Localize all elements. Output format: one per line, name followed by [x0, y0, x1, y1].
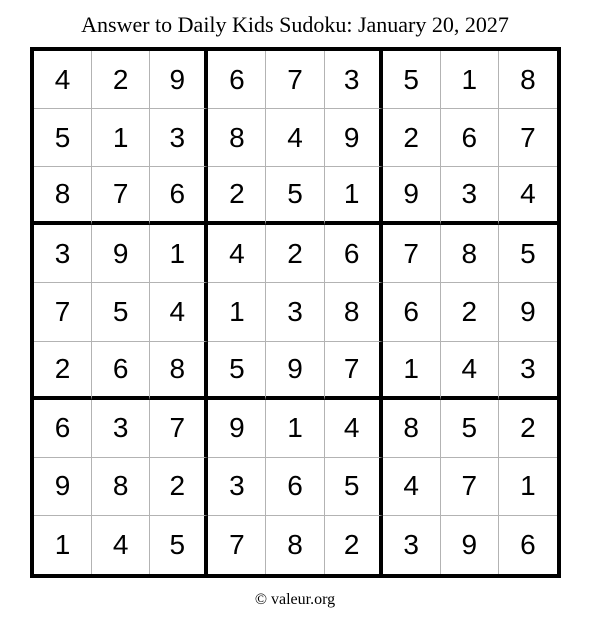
- sudoku-cell-r7-c6: 4: [325, 400, 383, 458]
- sudoku-cell-r5-c1: 7: [34, 283, 92, 341]
- sudoku-board: [30, 47, 561, 578]
- sudoku-cell-r2-c8: 6: [441, 109, 499, 167]
- sudoku-cell-r4-c1: 3: [34, 225, 92, 283]
- sudoku-cell-r3-c7: 9: [383, 167, 441, 225]
- sudoku-cell-r7-c1: 6: [34, 400, 92, 458]
- sudoku-cell-r1-c7: 5: [383, 51, 441, 109]
- sudoku-cell-r4-c2: 9: [92, 225, 150, 283]
- sudoku-cell-r9-c3: 5: [150, 516, 208, 574]
- sudoku-cell-r1-c1: 4: [34, 51, 92, 109]
- sudoku-cell-r8-c1: 9: [34, 458, 92, 516]
- sudoku-cell-r8-c3: 2: [150, 458, 208, 516]
- sudoku-cell-r3-c2: 7: [92, 167, 150, 225]
- sudoku-cell-r8-c4: 3: [208, 458, 266, 516]
- puzzle-title: Answer to Daily Kids Sudoku: January 20, 2027: [81, 12, 509, 37]
- sudoku-cell-r7-c9: 2: [499, 400, 557, 458]
- sudoku-cell-r2-c5: 4: [266, 109, 324, 167]
- sudoku-cell-r3-c4: 2: [208, 167, 266, 225]
- copyright-notice: © valeur.org: [254, 591, 336, 608]
- sudoku-cell-r2-c1: 5: [34, 109, 92, 167]
- sudoku-cell-r1-c2: 2: [92, 51, 150, 109]
- sudoku-cell-r2-c9: 7: [499, 109, 557, 167]
- sudoku-cell-r6-c1: 2: [34, 342, 92, 400]
- sudoku-cell-r4-c4: 4: [208, 225, 266, 283]
- sudoku-cell-r5-c8: 2: [441, 283, 499, 341]
- sudoku-cell-r9-c5: 8: [266, 516, 324, 574]
- sudoku-cell-r8-c9: 1: [499, 458, 557, 516]
- sudoku-cell-r3-c6: 1: [325, 167, 383, 225]
- sudoku-cell-r8-c7: 4: [383, 458, 441, 516]
- sudoku-cell-r7-c3: 7: [150, 400, 208, 458]
- sudoku-cell-r4-c8: 8: [441, 225, 499, 283]
- sudoku-cell-r4-c6: 6: [325, 225, 383, 283]
- sudoku-cell-r1-c8: 1: [441, 51, 499, 109]
- sudoku-cell-r8-c6: 5: [325, 458, 383, 516]
- sudoku-cell-r5-c9: 9: [499, 283, 557, 341]
- sudoku-cell-r9-c7: 3: [383, 516, 441, 574]
- sudoku-cell-r1-c3: 9: [150, 51, 208, 109]
- sudoku-cell-r9-c2: 4: [92, 516, 150, 574]
- sudoku-cell-r1-c5: 7: [266, 51, 324, 109]
- sudoku-cell-r6-c3: 8: [150, 342, 208, 400]
- sudoku-cell-r9-c1: 1: [34, 516, 92, 574]
- sudoku-cell-r8-c8: 7: [441, 458, 499, 516]
- sudoku-cell-r4-c5: 2: [266, 225, 324, 283]
- sudoku-cell-r5-c5: 3: [266, 283, 324, 341]
- sudoku-cell-r6-c8: 4: [441, 342, 499, 400]
- sudoku-cell-r5-c4: 1: [208, 283, 266, 341]
- sudoku-cell-r3-c8: 3: [441, 167, 499, 225]
- sudoku-cell-r1-c9: 8: [499, 51, 557, 109]
- sudoku-cell-r6-c7: 1: [383, 342, 441, 400]
- sudoku-cell-r3-c9: 4: [499, 167, 557, 225]
- sudoku-cell-r7-c4: 9: [208, 400, 266, 458]
- sudoku-cell-r6-c9: 3: [499, 342, 557, 400]
- sudoku-cell-r7-c8: 5: [441, 400, 499, 458]
- sudoku-cell-r6-c6: 7: [325, 342, 383, 400]
- sudoku-cell-r2-c6: 9: [325, 109, 383, 167]
- sudoku-cell-r5-c3: 4: [150, 283, 208, 341]
- sudoku-cell-r7-c7: 8: [383, 400, 441, 458]
- sudoku-cell-r2-c3: 3: [150, 109, 208, 167]
- sudoku-cell-r7-c2: 3: [92, 400, 150, 458]
- sudoku-cell-r3-c5: 5: [266, 167, 324, 225]
- sudoku-cell-r9-c8: 9: [441, 516, 499, 574]
- sudoku-cell-r6-c2: 6: [92, 342, 150, 400]
- sudoku-cell-r6-c5: 9: [266, 342, 324, 400]
- sudoku-cell-r2-c2: 1: [92, 109, 150, 167]
- sudoku-cell-r5-c2: 5: [92, 283, 150, 341]
- sudoku-cell-r7-c5: 1: [266, 400, 324, 458]
- sudoku-cell-r3-c3: 6: [150, 167, 208, 225]
- sudoku-cell-r9-c9: 6: [520, 528, 536, 560]
- sudoku-cell-r8-c5: 6: [266, 458, 324, 516]
- sudoku-cell-r9-c6: 2: [325, 516, 383, 574]
- sudoku-cell-r4-c3: 1: [150, 225, 208, 283]
- sudoku-cell-r4-c7: 7: [383, 225, 441, 283]
- sudoku-cell-r6-c4: 5: [208, 342, 266, 400]
- sudoku-cell-r3-c1: 8: [34, 167, 92, 225]
- sudoku-cell-r5-c7: 6: [383, 283, 441, 341]
- sudoku-cell-r8-c2: 8: [92, 458, 150, 516]
- sudoku-cell-r1-c4: 6: [208, 51, 266, 109]
- sudoku-cell-r2-c7: 2: [383, 109, 441, 167]
- sudoku-cell-r2-c4: 8: [208, 109, 266, 167]
- sudoku-cell-r9-c4: 7: [208, 516, 266, 574]
- sudoku-cell-r4-c9: 5: [499, 225, 557, 283]
- sudoku-cell-r1-c6: 3: [325, 51, 383, 109]
- sudoku-cell-r5-c6: 8: [325, 283, 383, 341]
